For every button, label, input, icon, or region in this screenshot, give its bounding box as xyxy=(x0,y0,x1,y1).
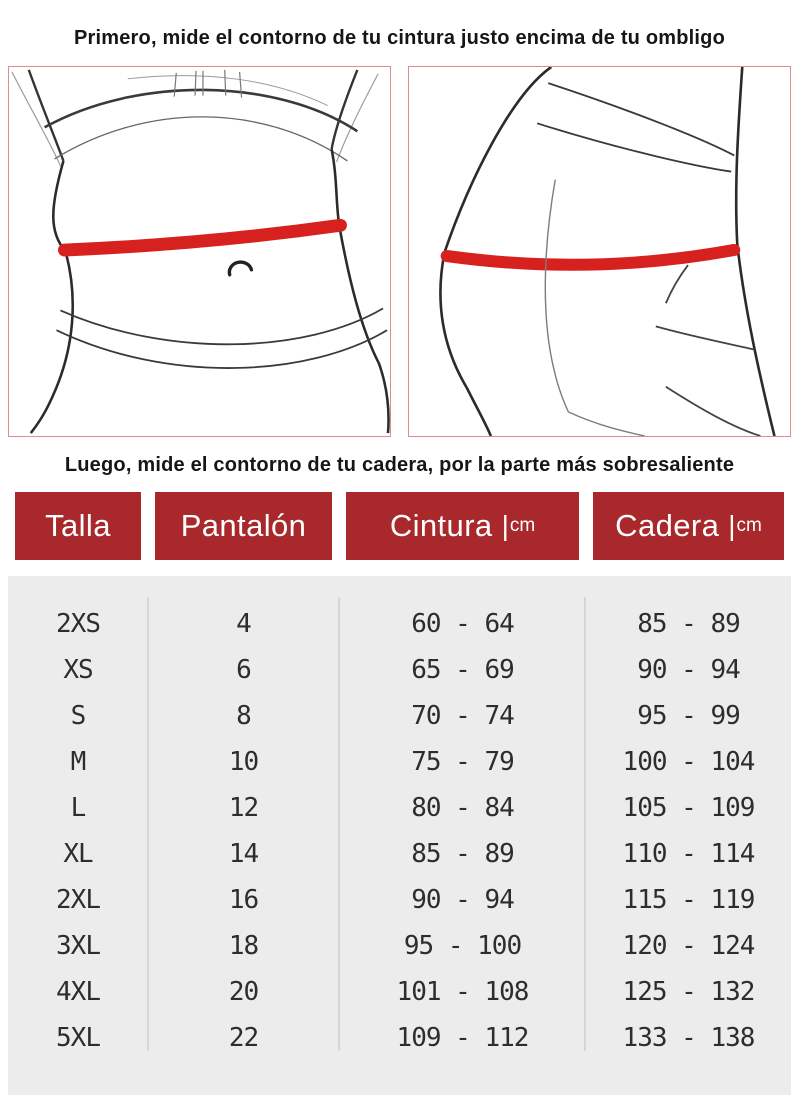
table-header-row xyxy=(0,492,799,560)
column-divider xyxy=(147,597,149,1051)
hip-cell: 115 - 119 xyxy=(622,885,755,915)
pants-cell: 8 xyxy=(236,701,251,731)
pants-cell: 22 xyxy=(228,1023,259,1053)
unit-cm: cm xyxy=(736,515,762,536)
hip-measurement-illustration xyxy=(409,67,790,436)
waist-cell: 101 - 108 xyxy=(396,977,529,1007)
hip-cell: 95 - 99 xyxy=(637,701,740,731)
unit-pipe: | xyxy=(728,510,736,541)
hip-figure-box xyxy=(408,66,791,437)
table-row xyxy=(8,877,791,923)
table-row xyxy=(8,647,791,693)
header-chip-cintura: Cintura | cm xyxy=(346,492,579,560)
waist-cell: 109 - 112 xyxy=(396,1023,529,1053)
navel xyxy=(229,262,251,275)
pants-cell: 4 xyxy=(236,609,251,639)
pants-cell: 20 xyxy=(228,977,259,1007)
waist-cell: 95 - 100 xyxy=(403,931,522,961)
measurement-figures xyxy=(0,66,799,437)
waist-band xyxy=(64,225,340,250)
waist-figure-box xyxy=(8,66,391,437)
hip-cell: 85 - 89 xyxy=(637,609,740,639)
table-row xyxy=(8,739,791,785)
pants-cell: 16 xyxy=(228,885,259,915)
unit-cm: cm xyxy=(509,515,536,536)
header-chip-pantalon: Pantalón xyxy=(155,492,332,560)
hip-band xyxy=(447,250,735,265)
waist-cell: 60 - 64 xyxy=(411,609,514,639)
hip-cell: 125 - 132 xyxy=(622,977,755,1007)
size-table-body xyxy=(8,576,791,1095)
header-chip-cadera: Cadera | cm xyxy=(593,492,784,560)
hip-cell: 110 - 114 xyxy=(622,839,755,869)
size-cell: S xyxy=(70,701,86,731)
column-divider xyxy=(584,597,586,1051)
hip-cell: 90 - 94 xyxy=(637,655,740,685)
hip-cell: 133 - 138 xyxy=(622,1023,755,1053)
size-cell: 5XL xyxy=(56,1023,100,1053)
hip-cell: 120 - 124 xyxy=(622,931,755,961)
pants-cell: 14 xyxy=(228,839,259,869)
size-cell: XS xyxy=(63,655,93,685)
table-row xyxy=(8,693,791,739)
table-row xyxy=(8,969,791,1015)
size-cell: 4XL xyxy=(56,977,100,1007)
size-cell: XL xyxy=(63,839,93,869)
size-cell: 2XL xyxy=(56,885,100,915)
waist-cell: 70 - 74 xyxy=(411,701,514,731)
hip-cell: 105 - 109 xyxy=(622,793,755,823)
waist-cell: 90 - 94 xyxy=(411,885,514,915)
pants-cell: 12 xyxy=(228,793,259,823)
size-cell: 3XL xyxy=(56,931,100,961)
waist-instruction-text: Primero, mide el contorno de tu cintura justo encima de tu ombligo xyxy=(73,27,726,49)
size-cell: M xyxy=(70,747,86,777)
waist-cell: 85 - 89 xyxy=(411,839,514,869)
header-chip-talla: Talla xyxy=(15,492,141,560)
hip-instruction-text: Luego, mide el contorno de tu cadera, por la parte más sobresaliente xyxy=(64,454,735,476)
waist-cell: 75 - 79 xyxy=(411,747,514,777)
table-row xyxy=(8,831,791,877)
pants-cell: 6 xyxy=(236,655,251,685)
table-row xyxy=(8,1015,791,1061)
column-divider xyxy=(338,597,340,1051)
waist-cell: 65 - 69 xyxy=(411,655,514,685)
pants-cell: 10 xyxy=(228,747,259,777)
hip-cell: 100 - 104 xyxy=(622,747,755,777)
waist-measurement-illustration xyxy=(9,67,390,436)
pants-cell: 18 xyxy=(228,931,259,961)
size-cell: 2XS xyxy=(56,609,100,639)
table-row xyxy=(8,785,791,831)
table-row xyxy=(8,923,791,969)
table-row xyxy=(8,601,791,647)
unit-pipe: | xyxy=(501,510,509,541)
waist-cell: 80 - 84 xyxy=(411,793,514,823)
size-cell: L xyxy=(70,793,86,823)
